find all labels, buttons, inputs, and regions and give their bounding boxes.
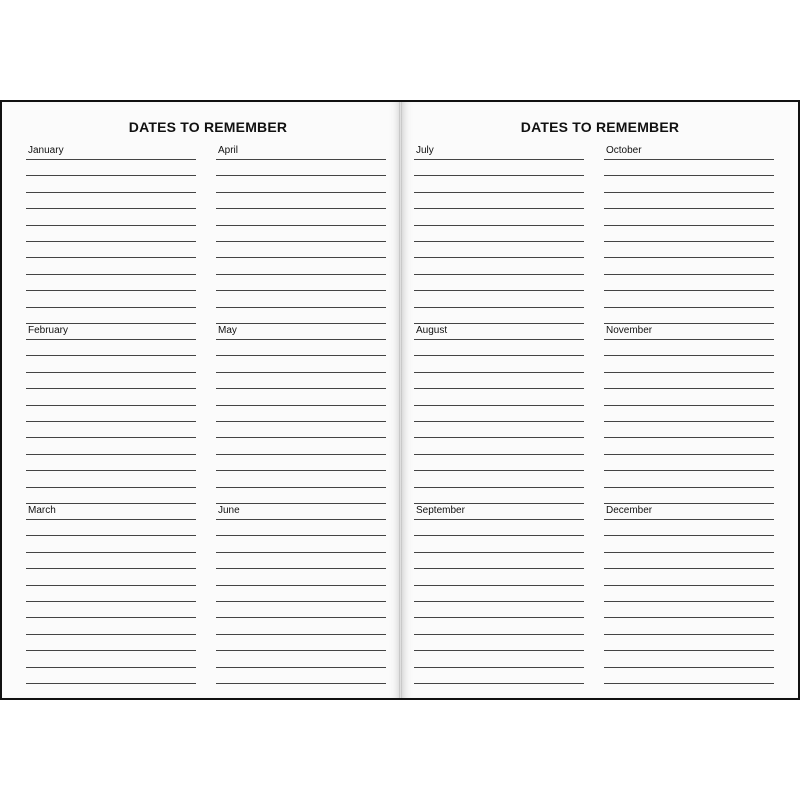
writing-line (216, 634, 386, 635)
writing-line (26, 405, 196, 406)
writing-line (216, 225, 386, 226)
writing-line (604, 307, 774, 308)
writing-line (26, 650, 196, 651)
page-title: DATES TO REMEMBER (128, 119, 288, 135)
writing-line (414, 372, 584, 373)
writing-line (604, 519, 774, 520)
month-label: September (416, 505, 465, 516)
writing-line (26, 634, 196, 635)
writing-line (216, 372, 386, 373)
writing-line (604, 568, 774, 569)
writing-line (604, 225, 774, 226)
writing-line (414, 519, 584, 520)
writing-line (216, 454, 386, 455)
writing-line (604, 339, 774, 340)
writing-line (216, 290, 386, 291)
writing-line (26, 683, 196, 684)
writing-line (26, 568, 196, 569)
writing-line (604, 323, 774, 324)
writing-line (604, 159, 774, 160)
writing-line (26, 307, 196, 308)
writing-line (604, 290, 774, 291)
writing-line (414, 568, 584, 569)
writing-line (26, 601, 196, 602)
writing-line (216, 585, 386, 586)
writing-line (604, 617, 774, 618)
writing-line (216, 487, 386, 488)
month-label: August (416, 325, 448, 336)
writing-line (26, 355, 196, 356)
writing-line (604, 421, 774, 422)
writing-line (26, 372, 196, 373)
writing-line (414, 175, 584, 176)
writing-line (216, 503, 386, 504)
writing-line (216, 683, 386, 684)
writing-line (604, 667, 774, 668)
writing-line (414, 241, 584, 242)
writing-line (414, 192, 584, 193)
writing-line (414, 323, 584, 324)
writing-line (216, 437, 386, 438)
writing-line (604, 683, 774, 684)
writing-line (604, 372, 774, 373)
writing-line (414, 421, 584, 422)
writing-line (216, 552, 386, 553)
writing-line (26, 487, 196, 488)
writing-line (414, 503, 584, 504)
month-label: October (606, 145, 642, 156)
writing-line (604, 175, 774, 176)
writing-line (414, 617, 584, 618)
writing-line (604, 535, 774, 536)
writing-line (216, 519, 386, 520)
month-label: November (606, 325, 653, 336)
writing-line (216, 192, 386, 193)
writing-line (26, 437, 196, 438)
writing-line (414, 355, 584, 356)
writing-line (414, 225, 584, 226)
writing-line (216, 257, 386, 258)
writing-line (26, 290, 196, 291)
writing-line (604, 241, 774, 242)
writing-line (216, 535, 386, 536)
writing-line (216, 241, 386, 242)
writing-line (414, 683, 584, 684)
writing-line (216, 175, 386, 176)
writing-line (414, 535, 584, 536)
writing-line (414, 601, 584, 602)
writing-line (26, 388, 196, 389)
writing-line (26, 667, 196, 668)
writing-line (604, 601, 774, 602)
writing-line (414, 388, 584, 389)
month-label: May (218, 325, 237, 336)
writing-line (604, 388, 774, 389)
writing-line (604, 257, 774, 258)
writing-line (216, 617, 386, 618)
writing-line (414, 470, 584, 471)
writing-line (216, 470, 386, 471)
writing-line (26, 339, 196, 340)
writing-line (26, 323, 196, 324)
writing-line (604, 274, 774, 275)
month-label: February (28, 325, 69, 336)
left-page (2, 102, 400, 698)
writing-line (26, 159, 196, 160)
month-label: July (416, 145, 434, 156)
writing-line (604, 634, 774, 635)
writing-line (26, 617, 196, 618)
writing-line (216, 388, 386, 389)
writing-line (414, 634, 584, 635)
writing-line (604, 405, 774, 406)
writing-line (604, 503, 774, 504)
writing-line (604, 650, 774, 651)
writing-line (604, 208, 774, 209)
writing-line (26, 175, 196, 176)
writing-line (26, 503, 196, 504)
writing-line (216, 421, 386, 422)
writing-line (414, 159, 584, 160)
writing-line (26, 274, 196, 275)
writing-line (216, 307, 386, 308)
writing-line (216, 339, 386, 340)
writing-line (414, 650, 584, 651)
writing-line (414, 274, 584, 275)
month-label: December (606, 505, 653, 516)
writing-line (414, 307, 584, 308)
month-label: January (28, 145, 64, 156)
writing-line (414, 585, 584, 586)
writing-line (26, 535, 196, 536)
writing-line (216, 323, 386, 324)
writing-line (26, 421, 196, 422)
writing-line (414, 339, 584, 340)
writing-line (216, 208, 386, 209)
writing-line (26, 225, 196, 226)
writing-line (26, 454, 196, 455)
writing-line (414, 437, 584, 438)
writing-line (216, 159, 386, 160)
month-label: June (218, 505, 240, 516)
writing-line (604, 470, 774, 471)
writing-line (216, 274, 386, 275)
month-label: April (218, 145, 239, 156)
writing-line (414, 487, 584, 488)
open-diary (0, 100, 800, 700)
writing-line (414, 405, 584, 406)
month-label: March (28, 505, 56, 516)
writing-line (604, 192, 774, 193)
writing-line (604, 437, 774, 438)
writing-line (26, 585, 196, 586)
writing-line (414, 667, 584, 668)
writing-line (26, 519, 196, 520)
writing-line (414, 208, 584, 209)
writing-line (414, 257, 584, 258)
right-page (402, 102, 798, 698)
writing-line (414, 552, 584, 553)
writing-line (26, 192, 196, 193)
writing-line (216, 667, 386, 668)
writing-line (216, 650, 386, 651)
writing-line (604, 355, 774, 356)
writing-line (216, 405, 386, 406)
writing-line (26, 552, 196, 553)
writing-line (414, 290, 584, 291)
writing-line (604, 585, 774, 586)
writing-line (414, 454, 584, 455)
writing-line (26, 241, 196, 242)
writing-line (216, 355, 386, 356)
writing-line (604, 552, 774, 553)
writing-line (604, 487, 774, 488)
page-title: DATES TO REMEMBER (520, 119, 680, 135)
writing-line (26, 257, 196, 258)
writing-line (26, 470, 196, 471)
writing-line (26, 208, 196, 209)
writing-line (604, 454, 774, 455)
writing-line (216, 568, 386, 569)
writing-line (216, 601, 386, 602)
